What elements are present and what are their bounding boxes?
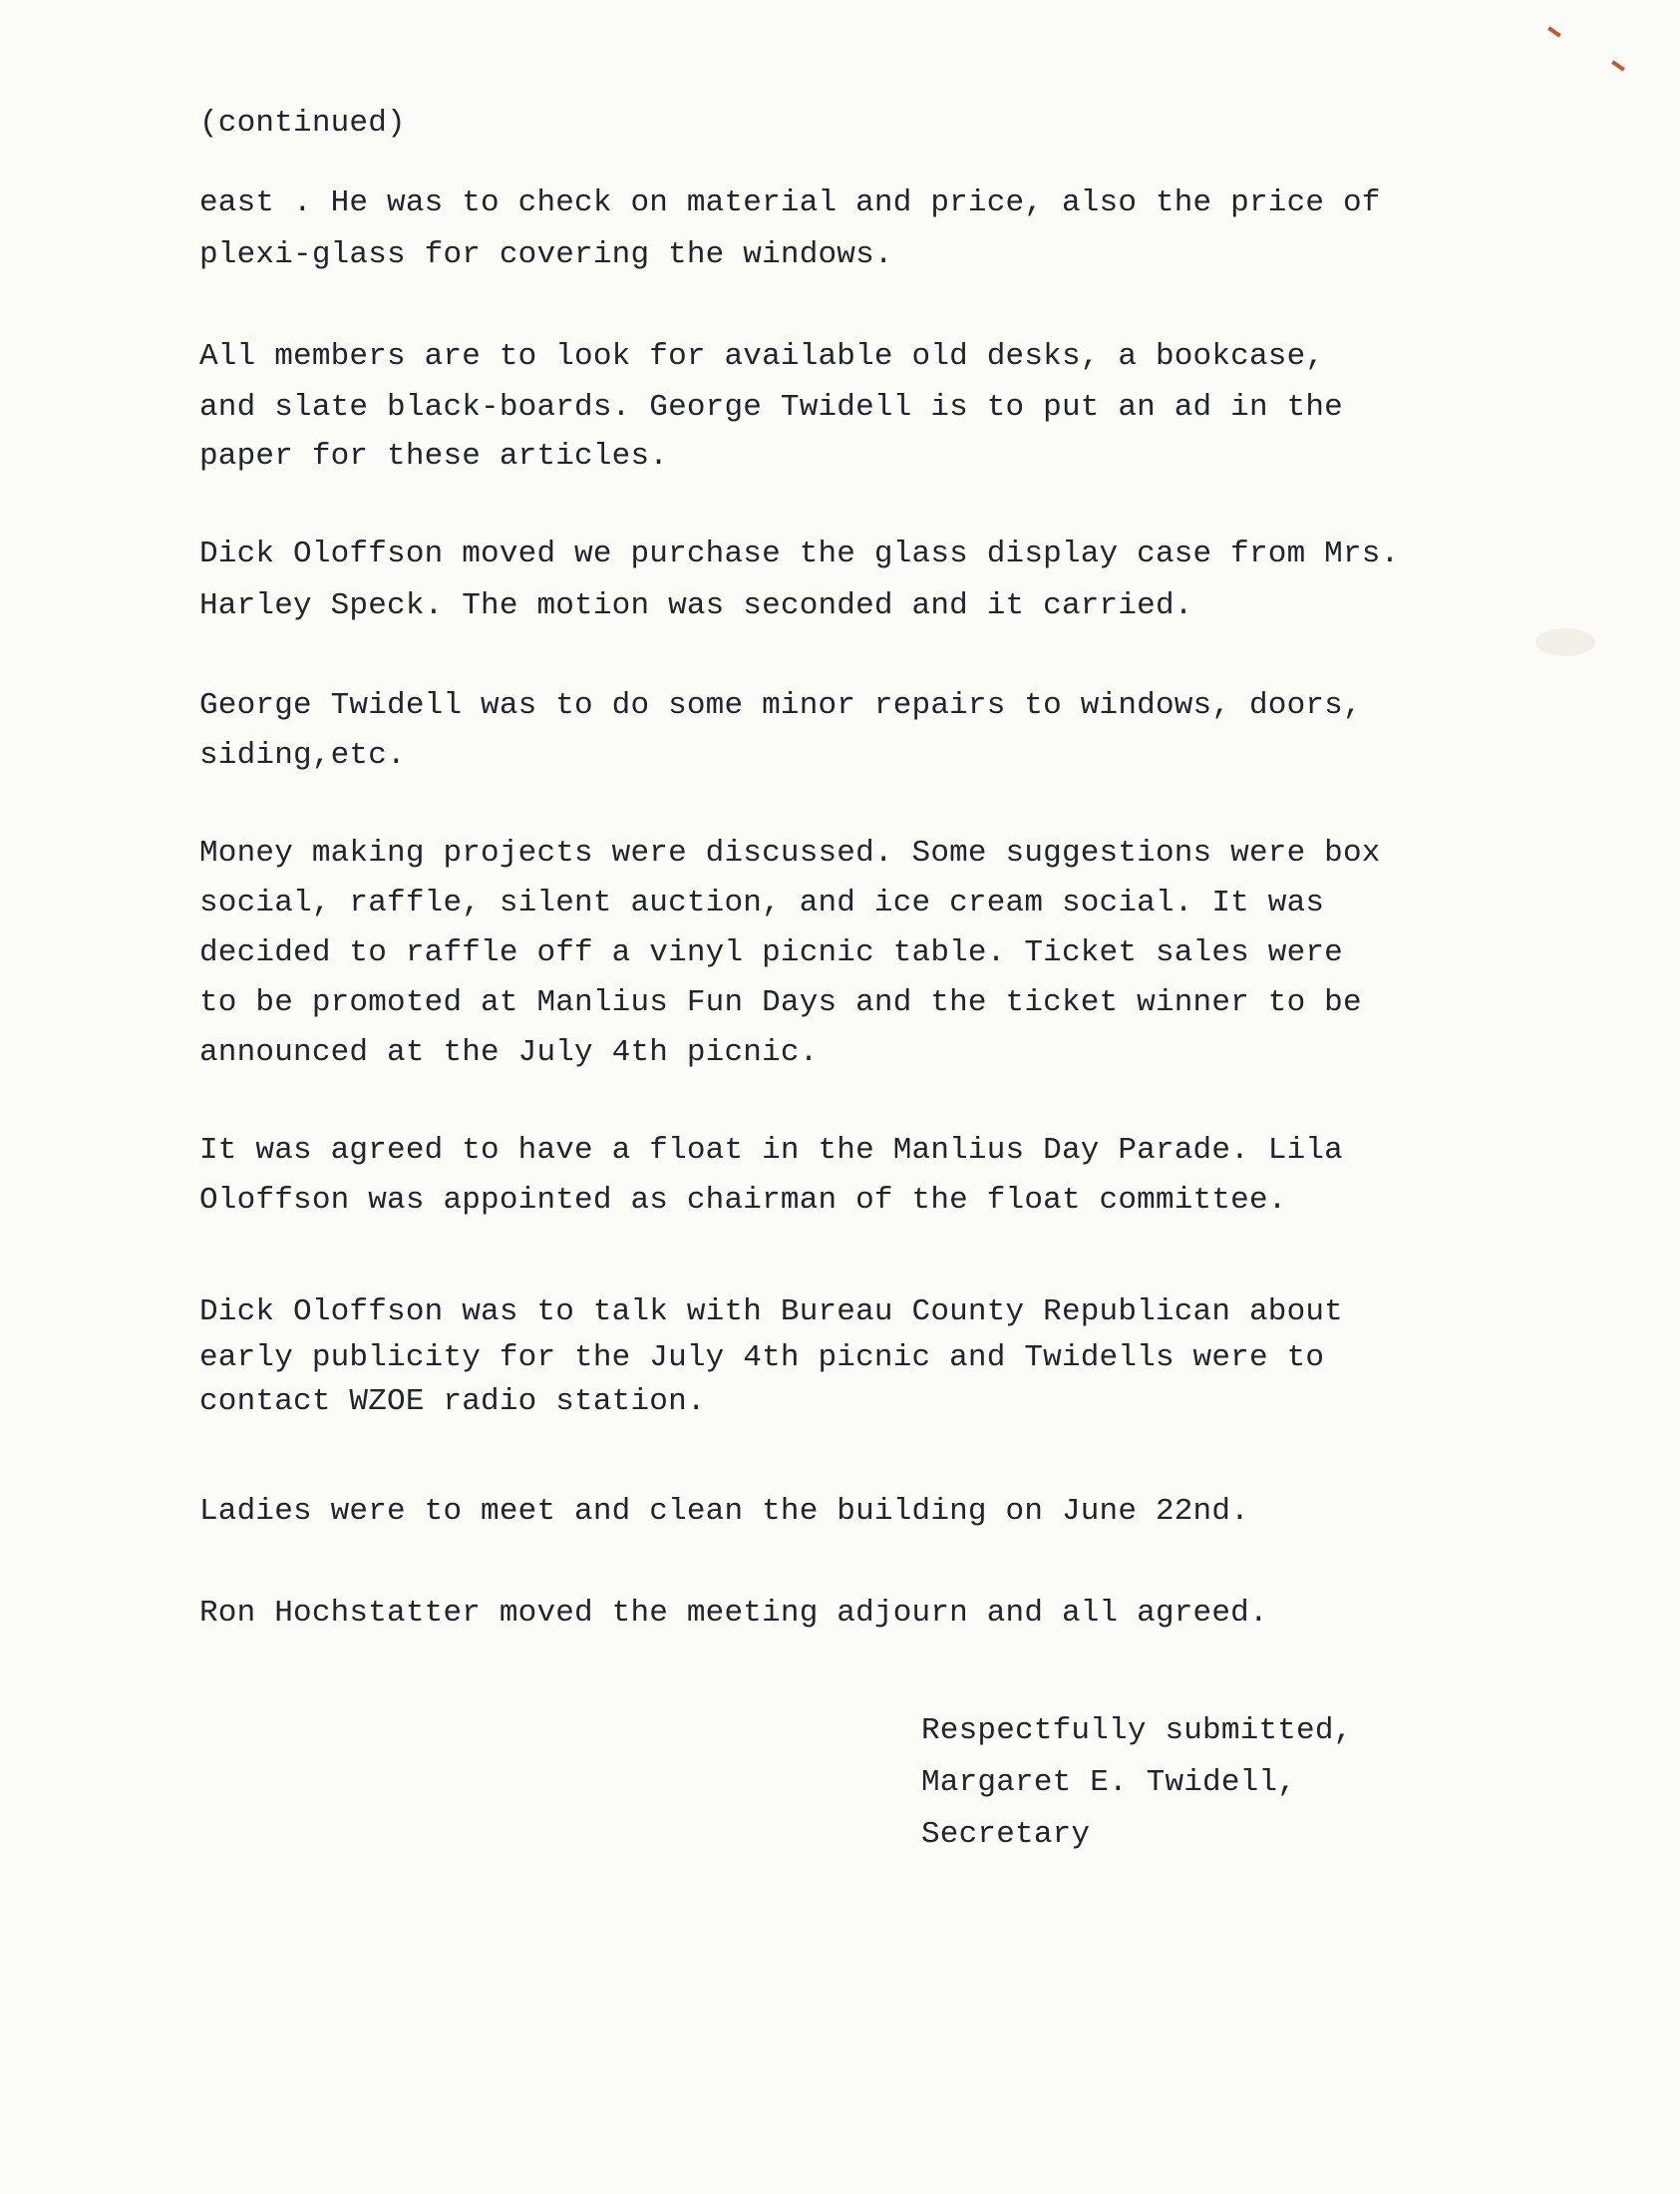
text-line: Oloffson was appointed as chairman of the float committee.: [199, 1183, 1287, 1218]
text-line: Ron Hochstatter moved the meeting adjourn and all agreed.: [199, 1596, 1268, 1631]
continued-label: (continued): [199, 106, 406, 141]
text-line: All members are to look for available old desks, a bookcase,: [199, 339, 1325, 374]
text-line: announced at the July 4th picnic.: [199, 1035, 819, 1070]
text-line: decided to raffle off a vinyl picnic table. Ticket sales were: [199, 935, 1343, 970]
corner-mark: [1611, 60, 1625, 71]
signature-title: Secretary: [921, 1817, 1091, 1852]
text-line: east . He was to check on material and price, also the price of: [199, 185, 1381, 220]
text-line: and slate black-boards. George Twidell is to put an ad in the: [199, 390, 1343, 425]
text-line: Ladies were to meet and clean the building on June 22nd.: [199, 1494, 1249, 1529]
signature-closing: Respectfully submitted,: [921, 1713, 1353, 1748]
text-line: George Twidell was to do some minor repairs to windows, doors,: [199, 688, 1362, 723]
text-line: to be promoted at Manlius Fun Days and the ticket winner to be: [199, 985, 1362, 1020]
text-line: Harley Speck. The motion was seconded and it carried.: [199, 588, 1193, 623]
signature-name: Margaret E. Twidell,: [921, 1765, 1297, 1800]
text-line: Dick Oloffson moved we purchase the glass display case from Mrs.: [199, 537, 1400, 571]
text-line: social, raffle, silent auction, and ice cream social. It was: [199, 886, 1325, 920]
text-line: contact WZOE radio station.: [199, 1384, 706, 1419]
corner-mark: [1547, 26, 1561, 37]
text-line: It was agreed to have a float in the Manlius Day Parade. Lila: [199, 1133, 1343, 1168]
text-line: siding,etc.: [199, 738, 406, 773]
text-line: Dick Oloffson was to talk with Bureau County Republican about: [199, 1294, 1343, 1329]
text-line: plexi-glass for covering the windows.: [199, 237, 893, 272]
text-line: paper for these articles.: [199, 439, 669, 474]
text-line: early publicity for the July 4th picnic and Twidells were to: [199, 1340, 1325, 1375]
paper-smudge: [1535, 628, 1595, 656]
text-line: Money making projects were discussed. Some suggestions were box: [199, 836, 1381, 871]
